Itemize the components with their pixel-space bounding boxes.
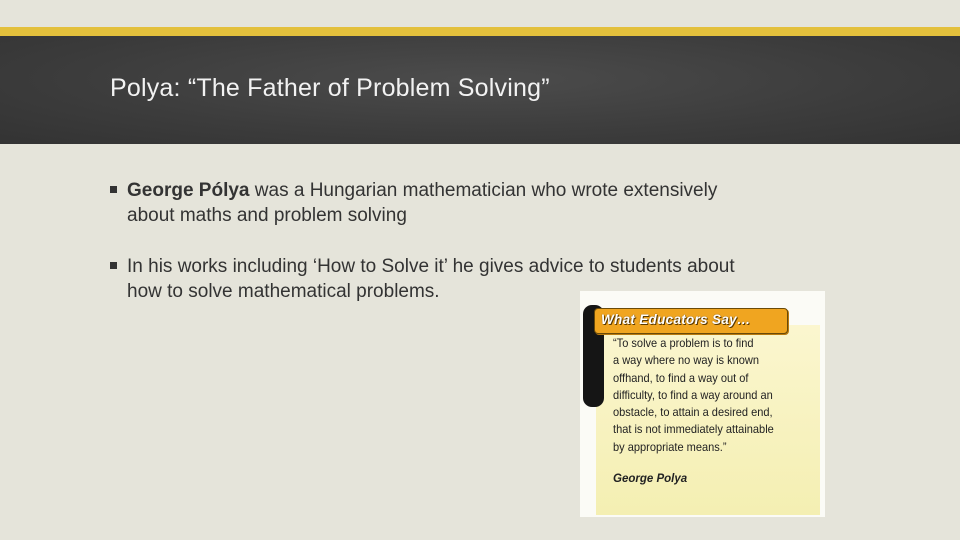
bullet-text: about maths and problem solving <box>127 205 407 226</box>
quote-header-text: What Educators Say… <box>601 312 751 327</box>
square-bullet-icon <box>110 262 117 269</box>
square-bullet-icon <box>110 186 117 193</box>
quote-text <box>613 335 803 456</box>
quote-line: “To solve a problem is to find <box>613 336 754 350</box>
bullet-text: how to solve mathematical problems. <box>127 281 440 302</box>
bullet-bold-text: George Pólya <box>127 180 250 201</box>
bullet-text: In his works including ‘How to Solve it’ he gives advice to students about <box>127 256 735 277</box>
accent-stripe <box>0 27 960 36</box>
quote-line: difficulty, to find a way around an <box>613 387 773 402</box>
bullet-item <box>110 178 850 228</box>
quote-header-tab <box>594 308 788 334</box>
quote-line: that is not immediately attainable <box>613 422 774 437</box>
quote-line: by appropriate means.” <box>613 439 727 454</box>
quote-image <box>580 291 825 517</box>
quote-author: George Polya <box>613 473 688 485</box>
bullet-text: was a Hungarian mathematician who wrote extensively <box>249 180 718 201</box>
quote-line: obstacle, to attain a desired end, <box>613 405 773 420</box>
quote-line: offhand, to find a way out of <box>613 370 749 385</box>
slide-title: Polya: “The Father of Problem Solving” <box>110 74 550 102</box>
quote-line: a way where no way is known <box>613 353 760 368</box>
